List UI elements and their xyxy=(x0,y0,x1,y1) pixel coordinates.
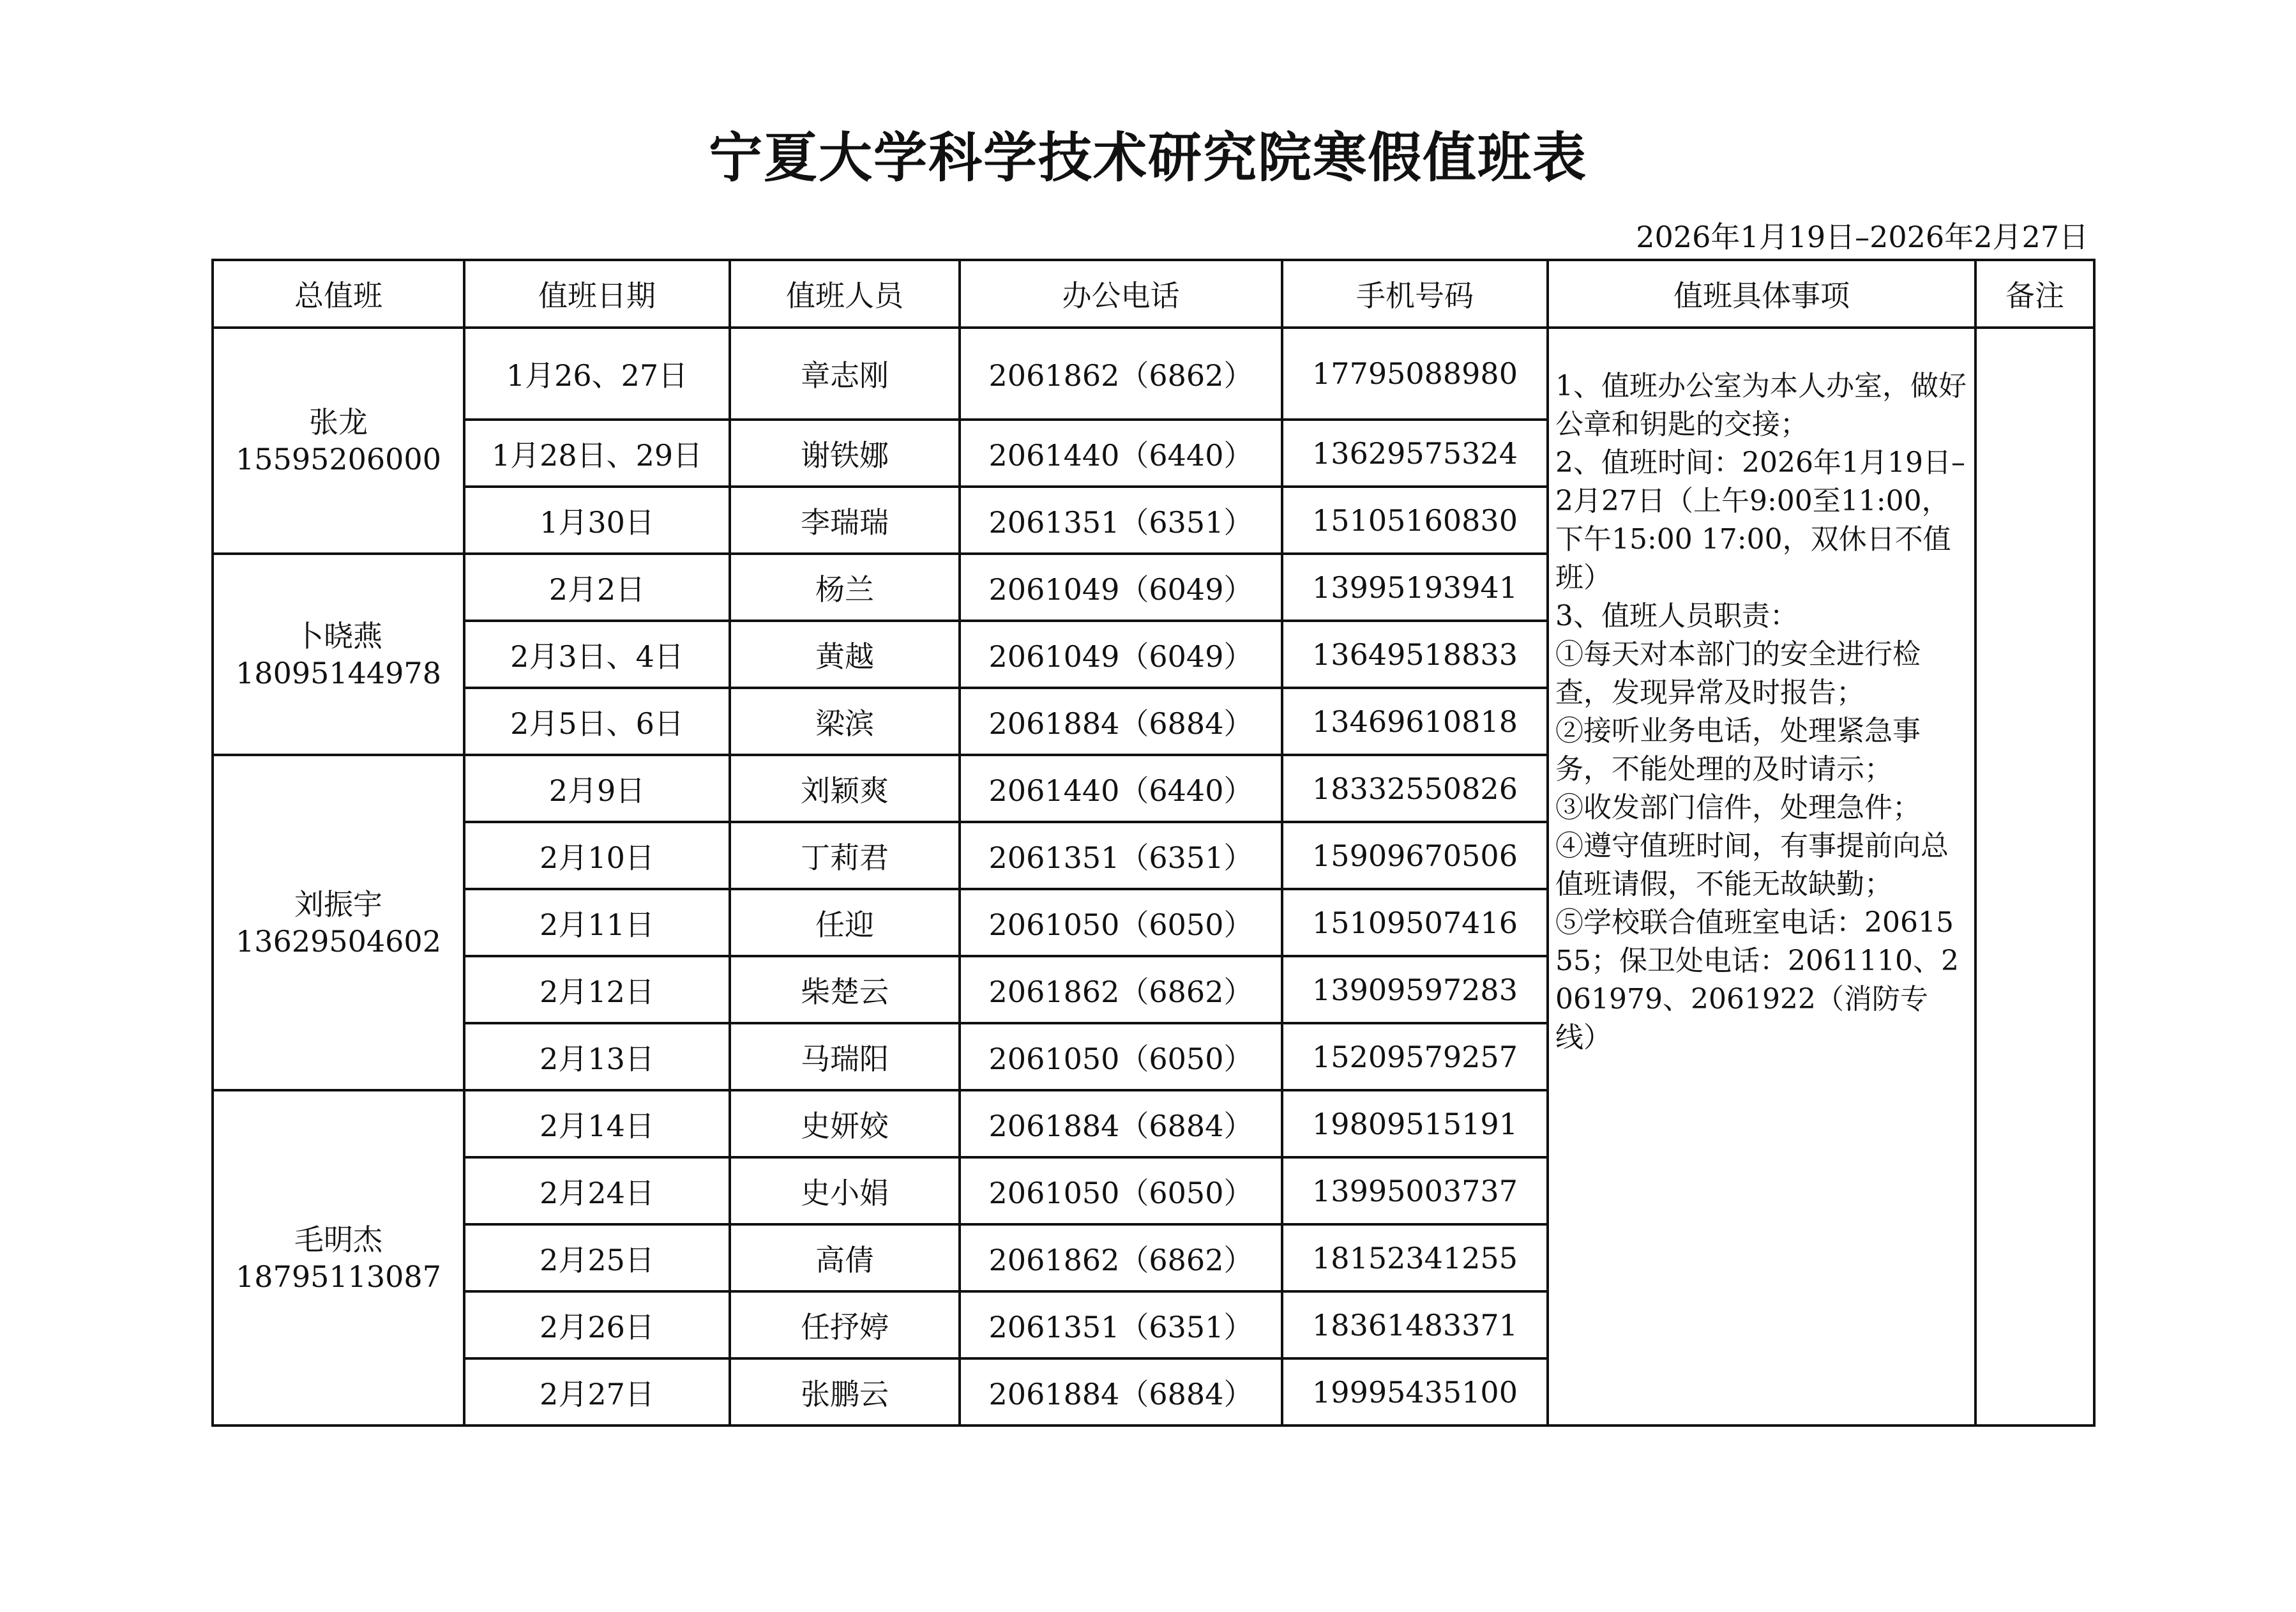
document-title: 宁夏大学科学技术研究院寒假值班表 xyxy=(708,126,1587,189)
duty-person-cell: 柴楚云 xyxy=(730,956,960,1023)
remarks-cell xyxy=(1975,328,2094,1426)
duty-date-cell: 2月11日 xyxy=(464,889,730,956)
duty-date-cell: 1月28日、29日 xyxy=(464,420,730,487)
duty-note-item: 2、值班时间：2026年1月19日–2月27日（上午9:00至11:00，下午15:00 17:00，双休日不值班） xyxy=(1555,446,1965,594)
mobile-phone-cell: 13469610818 xyxy=(1282,688,1548,755)
chief-duty-phone: 18095144978 xyxy=(236,655,441,690)
chief-duty-phone: 15595206000 xyxy=(236,442,441,476)
duty-date-cell: 2月27日 xyxy=(464,1358,730,1426)
mobile-phone-cell: 13649518833 xyxy=(1282,621,1548,688)
duty-date-cell: 2月5日、6日 xyxy=(464,688,730,755)
duty-person-cell: 丁莉君 xyxy=(730,822,960,889)
duty-date-cell: 2月2日 xyxy=(464,554,730,621)
duty-person-cell: 李瑞瑞 xyxy=(730,487,960,554)
duty-date-cell: 2月12日 xyxy=(464,956,730,1023)
mobile-phone-cell: 19809515191 xyxy=(1282,1090,1548,1157)
duty-date-cell: 2月3日、4日 xyxy=(464,621,730,688)
duty-date-cell: 2月10日 xyxy=(464,822,730,889)
duty-note-item: ④遵守值班时间，有事提前向总值班请假，不能无故缺勤； xyxy=(1555,830,1949,901)
duty-note-item: 3、值班人员职责： xyxy=(1555,600,1798,632)
office-phone-cell: 2061050（6050） xyxy=(960,889,1282,956)
column-header: 手机号码 xyxy=(1282,260,1548,328)
table-row xyxy=(213,328,2094,420)
duty-roster-table xyxy=(211,259,2096,1427)
mobile-phone-cell: 15209579257 xyxy=(1282,1023,1548,1090)
chief-duty-name: 卜晓燕 xyxy=(294,618,382,653)
mobile-phone-cell: 18152341255 xyxy=(1282,1224,1548,1291)
mobile-phone-cell: 19995435100 xyxy=(1282,1358,1548,1426)
duty-note-item: ⑤学校联合值班室电话：2061555；保卫处电话：2061110、2061979、2061922（消防专线） xyxy=(1555,906,1959,1054)
mobile-phone-cell: 13629575324 xyxy=(1282,420,1548,487)
duty-person-cell: 任迎 xyxy=(730,889,960,956)
duty-date-cell: 2月24日 xyxy=(464,1157,730,1224)
chief-duty-phone: 18795113087 xyxy=(236,1259,441,1294)
office-phone-cell: 2061049（6049） xyxy=(960,554,1282,621)
office-phone-cell: 2061884（6884） xyxy=(960,1358,1282,1426)
duty-person-cell: 马瑞阳 xyxy=(730,1023,960,1090)
duty-date-cell: 2月9日 xyxy=(464,755,730,822)
chief-duty-cell xyxy=(213,1090,464,1426)
duty-date-cell: 1月26、27日 xyxy=(464,328,730,420)
duty-person-cell: 高倩 xyxy=(730,1224,960,1291)
duty-person-cell: 谢铁娜 xyxy=(730,420,960,487)
mobile-phone-cell: 18361483371 xyxy=(1282,1291,1548,1358)
chief-duty-cell xyxy=(213,755,464,1090)
mobile-phone-cell: 15109507416 xyxy=(1282,889,1548,956)
duty-note-item: ①每天对本部门的安全进行检查，发现异常及时报告； xyxy=(1555,638,1921,709)
column-header: 值班人员 xyxy=(730,260,960,328)
column-header: 备注 xyxy=(1975,260,2094,328)
mobile-phone-cell: 13995003737 xyxy=(1282,1157,1548,1224)
office-phone-cell: 2061351（6351） xyxy=(960,487,1282,554)
office-phone-cell: 2061440（6440） xyxy=(960,420,1282,487)
duty-person-cell: 刘颖爽 xyxy=(730,755,960,822)
office-phone-cell: 2061862（6862） xyxy=(960,328,1282,420)
mobile-phone-cell: 13909597283 xyxy=(1282,956,1548,1023)
duty-person-cell: 黄越 xyxy=(730,621,960,688)
office-phone-cell: 2061351（6351） xyxy=(960,822,1282,889)
chief-duty-cell xyxy=(213,328,464,554)
chief-duty-cell xyxy=(213,554,464,755)
office-phone-cell: 2061050（6050） xyxy=(960,1157,1282,1224)
office-phone-cell: 2061050（6050） xyxy=(960,1023,1282,1090)
duty-person-cell: 任抒婷 xyxy=(730,1291,960,1358)
office-phone-cell: 2061049（6049） xyxy=(960,621,1282,688)
duty-date-cell: 2月25日 xyxy=(464,1224,730,1291)
office-phone-cell: 2061862（6862） xyxy=(960,1224,1282,1291)
duty-date-cell: 2月14日 xyxy=(464,1090,730,1157)
header-row xyxy=(213,260,2094,328)
mobile-phone-cell: 15105160830 xyxy=(1282,487,1548,554)
duty-person-cell: 梁滨 xyxy=(730,688,960,755)
column-header: 办公电话 xyxy=(960,260,1282,328)
duty-person-cell: 史小娟 xyxy=(730,1157,960,1224)
chief-duty-name: 刘振宇 xyxy=(294,886,382,922)
mobile-phone-cell: 13995193941 xyxy=(1282,554,1548,621)
duty-note-item: ③收发部门信件，处理急件； xyxy=(1555,791,1921,824)
office-phone-cell: 2061862（6862） xyxy=(960,956,1282,1023)
column-header: 值班具体事项 xyxy=(1548,260,1975,328)
duty-person-cell: 杨兰 xyxy=(730,554,960,621)
duty-person-cell: 史妍姣 xyxy=(730,1090,960,1157)
chief-duty-name: 张龙 xyxy=(309,405,368,439)
office-phone-cell: 2061440（6440） xyxy=(960,755,1282,822)
office-phone-cell: 2061884（6884） xyxy=(960,688,1282,755)
mobile-phone-cell: 17795088980 xyxy=(1282,328,1548,420)
duty-note-item: ②接听业务电话，处理紧急事务，不能处理的及时请示； xyxy=(1555,715,1921,786)
duty-person-cell: 章志刚 xyxy=(730,328,960,420)
office-phone-cell: 2061884（6884） xyxy=(960,1090,1282,1157)
mobile-phone-cell: 18332550826 xyxy=(1282,755,1548,822)
duty-person-cell: 张鹏云 xyxy=(730,1358,960,1426)
column-header: 值班日期 xyxy=(464,260,730,328)
column-header: 总值班 xyxy=(213,260,464,328)
duty-note-item: 1、值班办公室为本人办室，做好公章和钥匙的交接； xyxy=(1555,370,1967,441)
duty-notes-cell xyxy=(1548,328,1975,1426)
duty-date-cell: 2月26日 xyxy=(464,1291,730,1358)
chief-duty-phone: 13629504602 xyxy=(236,924,441,959)
chief-duty-name: 毛明杰 xyxy=(294,1222,382,1257)
duty-date-cell: 1月30日 xyxy=(464,487,730,554)
duty-date-cell: 2月13日 xyxy=(464,1023,730,1090)
date-range: 2026年1月19日–2026年2月27日 xyxy=(1636,220,2088,254)
mobile-phone-cell: 15909670506 xyxy=(1282,822,1548,889)
office-phone-cell: 2061351（6351） xyxy=(960,1291,1282,1358)
